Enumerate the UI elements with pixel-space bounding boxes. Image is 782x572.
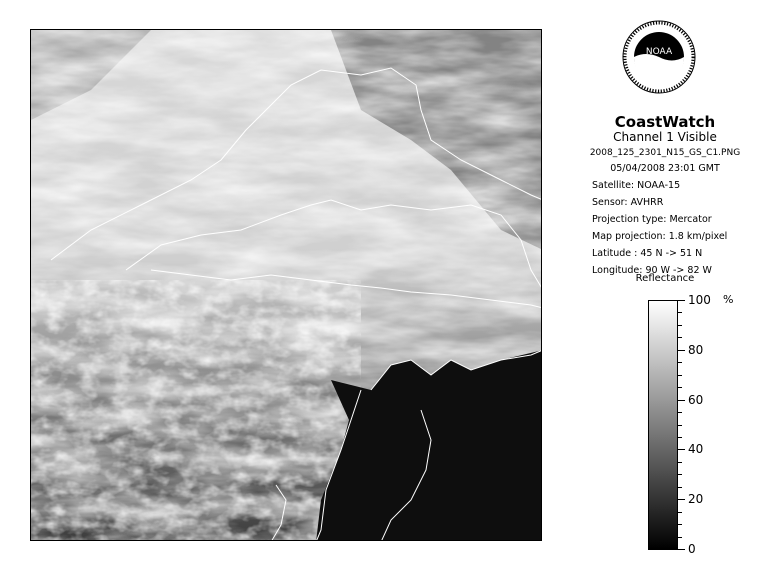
colorbar-tick	[678, 375, 682, 376]
colorbar-tick	[678, 549, 685, 550]
longitude-range: Longitude: 90 W -> 82 W	[592, 265, 712, 276]
colorbar-tick	[678, 512, 682, 513]
colorbar-tick	[678, 499, 685, 500]
file-name: 2008_125_2301_N15_GS_C1.PNG	[589, 148, 741, 158]
noaa-logo-icon	[622, 20, 696, 94]
projection-type: Projection type: Mercator	[592, 214, 712, 225]
colorbar-tick	[678, 400, 685, 401]
colorbar-tick	[678, 425, 682, 426]
colorbar-tick	[678, 300, 685, 301]
colorbar-tick-label: 60	[688, 392, 704, 407]
colorbar-tick	[678, 474, 682, 475]
colorbar-tick	[678, 537, 682, 538]
map-projection: Map projection: 1.8 km/pixel	[592, 231, 728, 242]
logo-text: NOAA	[645, 47, 673, 57]
colorbar-tick-label: 100	[688, 293, 711, 307]
colorbar-tick	[678, 312, 682, 313]
colorbar-tick	[678, 462, 682, 463]
satellite-image	[30, 29, 542, 541]
colorbar-tick-label: 40	[688, 442, 704, 457]
colorbar-label: Reflectance	[635, 273, 695, 284]
colorbar-tick	[678, 449, 685, 450]
colorbar-tick-label: 0	[688, 542, 696, 556]
channel-subtitle: Channel 1 Visible	[613, 130, 717, 144]
legend-panel	[560, 20, 770, 560]
satellite-info: Satellite: NOAA-15	[592, 180, 681, 191]
colorbar-unit: %	[723, 293, 734, 306]
latitude-range: Latitude : 45 N -> 51 N	[592, 248, 703, 259]
colorbar-tick	[678, 387, 682, 388]
colorbar-tick	[678, 487, 682, 488]
app-title: CoastWatch	[614, 113, 716, 131]
colorbar-tick	[678, 325, 682, 326]
colorbar-tick	[678, 362, 682, 363]
colorbar-tick	[678, 437, 682, 438]
colorbar-tick	[678, 350, 685, 351]
colorbar-tick-label: 20	[688, 492, 704, 507]
colorbar-tick	[678, 337, 682, 338]
reflectance-colorbar	[648, 300, 678, 550]
colorbar-tick	[678, 412, 682, 413]
satellite-scene	[31, 30, 542, 541]
date-time: 05/04/2008 23:01 GMT	[610, 163, 720, 174]
colorbar-tick	[678, 524, 682, 525]
sensor-info: Sensor: AVHRR	[592, 197, 664, 208]
colorbar-tick-label: 80	[688, 342, 704, 357]
